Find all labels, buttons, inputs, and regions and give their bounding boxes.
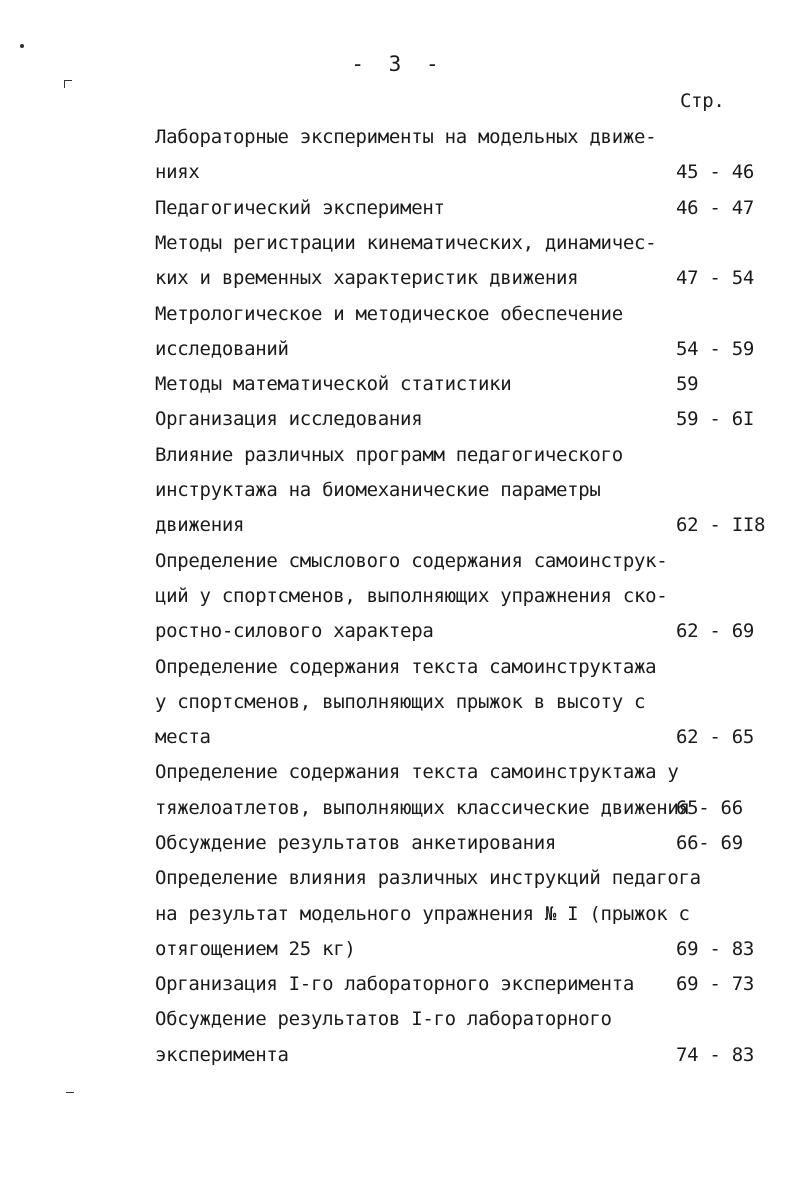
section-title-line: Определение влияния различных инструкций педагога — [155, 867, 701, 889]
section-title-line: Организация I-го лабораторного эксперимента — [155, 973, 634, 995]
scan-tick — [64, 80, 72, 81]
scan-dash — [66, 1092, 74, 1093]
page-range: 47 - 54 — [676, 267, 754, 289]
pages-column-header: Стр. — [680, 90, 725, 112]
section-title-line: Влияние различных программ педагогического — [155, 444, 623, 466]
section-title-line: Лабораторные эксперименты на модельных движе- — [155, 126, 657, 148]
section-title-line: исследований — [155, 338, 289, 360]
page-range: 62 - II8 — [676, 514, 766, 536]
scan-dot — [20, 44, 24, 48]
page-range: 74 - 83 — [676, 1044, 754, 1066]
section-title-line: ций у спортсменов, выполняющих упражнения ско- — [155, 585, 668, 607]
page-range: 54 - 59 — [676, 338, 754, 360]
section-title-line: тяжелоатлетов, выполняющих классические движения — [155, 797, 690, 819]
section-title-line: движения — [155, 514, 245, 536]
page-range: 62 - 65 — [676, 726, 754, 748]
page-range: 66- 69 — [676, 832, 743, 854]
section-title-line: Обсуждение результатов I-го лабораторного — [155, 1008, 612, 1030]
page-range: 65- 66 — [676, 797, 743, 819]
section-title-line: ких и временных характеристик движения — [155, 267, 579, 289]
section-title-line: Методы математической статистики — [155, 373, 512, 395]
page-range: 69 - 83 — [676, 938, 754, 960]
section-title-line: места — [155, 726, 211, 748]
section-title-line: Определение содержания текста самоинструктажа — [155, 656, 657, 678]
section-title-line: на результат модельного упражнения № I (прыжок с — [155, 903, 690, 925]
page-range: 59 — [676, 373, 699, 395]
section-title-line: Определение содержания текста самоинструктажа у — [155, 761, 679, 783]
section-title-line: Обсуждение результатов анкетирования — [155, 832, 557, 854]
section-title-line: ростно-силового характера — [155, 620, 434, 642]
section-title-line: Педагогический эксперимент — [155, 197, 445, 219]
section-title-line: ниях — [155, 161, 200, 183]
page-range: 46 - 47 — [676, 197, 754, 219]
section-title-line: Определение смыслового содержания самоинструк- — [155, 550, 668, 572]
page-range: 45 - 46 — [676, 161, 754, 183]
section-title-line: у спортсменов, выполняющих прыжок в высоту с — [155, 691, 646, 713]
page-range: 69 - 73 — [676, 973, 754, 995]
section-title-line: Метрологическое и методическое обеспечение — [155, 303, 623, 325]
section-title-line: эксперимента — [155, 1044, 289, 1066]
page-number: - 3 - — [351, 52, 445, 76]
section-title-line: Методы регистрации кинематических, динамичес- — [155, 232, 657, 254]
page-range: 62 - 69 — [676, 620, 754, 642]
section-title-line: отягощением 25 кг) — [155, 938, 356, 960]
scan-tick-vertical — [64, 80, 65, 88]
section-title-line: инструктажа на биомеханические параметры — [155, 479, 601, 501]
section-title-line: Организация исследования — [155, 408, 423, 430]
page-range: 59 - 6I — [676, 408, 754, 430]
